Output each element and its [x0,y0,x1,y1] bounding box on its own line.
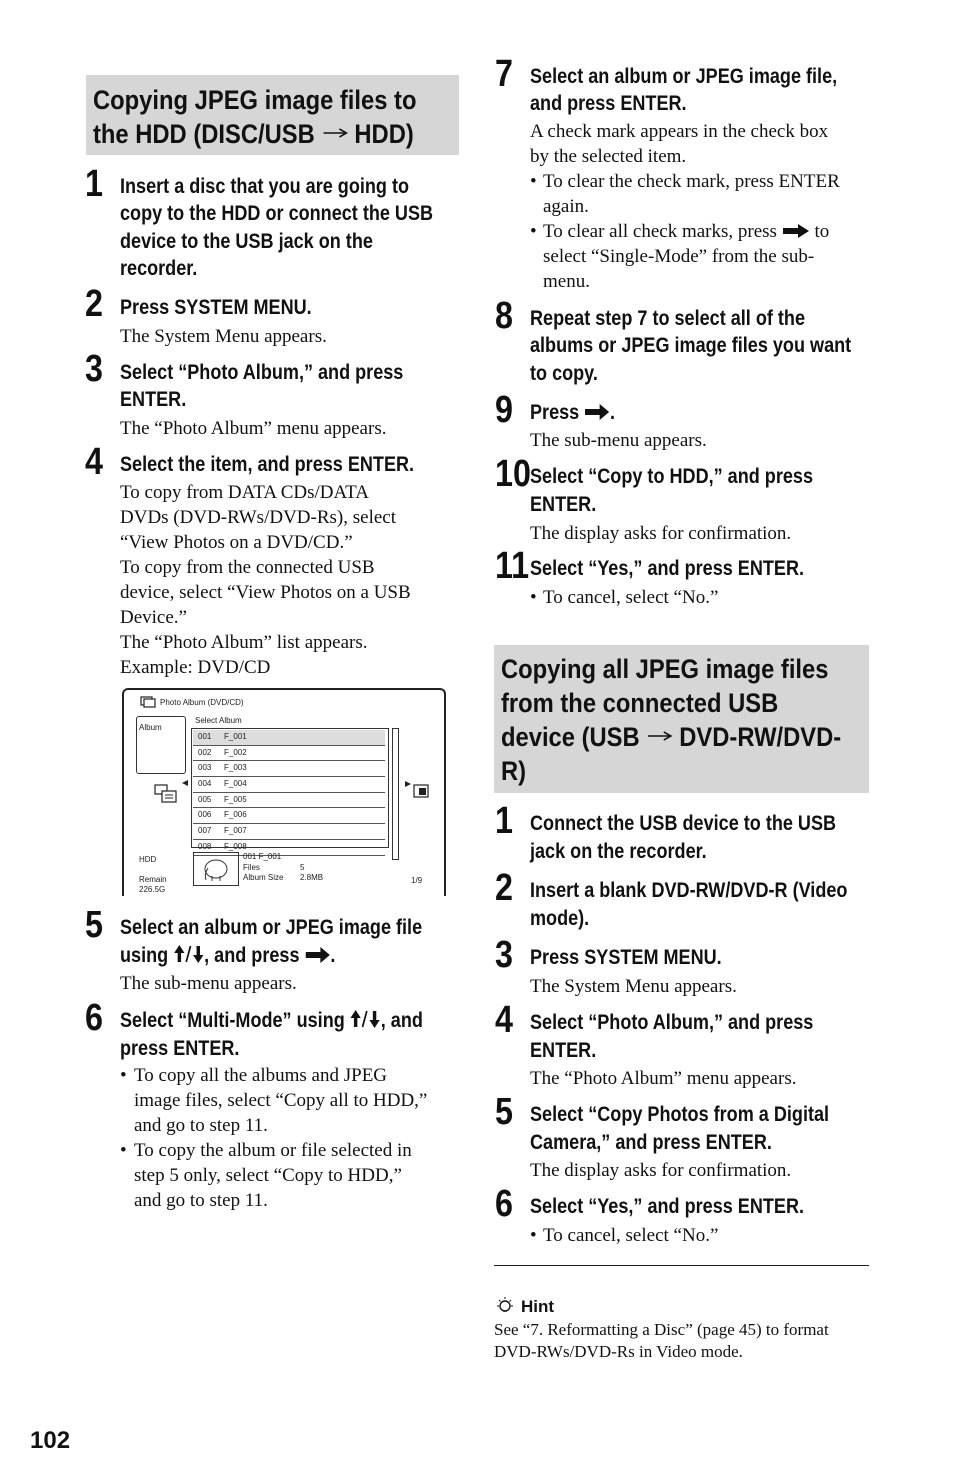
album-size-value: 2.8MB [300,873,324,882]
section-title-line4: R) [501,756,527,786]
step-heading: and press ENTER. [530,92,687,115]
step-heading: jack on the recorder. [530,840,707,863]
files-value: 5 [300,863,305,872]
step-body: DVDs (DVD-RWs/DVD-Rs), select [120,507,396,528]
step-body: The display asks for confirmation. [530,523,792,544]
section-title-line1: Copying all JPEG image files [501,654,829,684]
step-number: 10 [495,453,531,495]
step-number: 6 [495,1183,513,1225]
album-rows [193,730,385,856]
album-row[interactable] [193,761,385,777]
bullet-dot: • [530,221,537,242]
section-title-line3: device (USB DVD-RW/DVD- [501,722,842,752]
right-arrow-icon [782,223,810,239]
step-body: Device.” [120,607,187,628]
step-body: Example: DVD/CD [120,657,271,678]
photo-album-screen-figure [122,688,446,896]
hint-label: Hint [521,1297,555,1316]
step-number: 4 [85,441,103,483]
screen-title: Photo Album (DVD/CD) [160,698,244,707]
step-body: The “Photo Album” menu appears. [120,418,387,439]
hint-text: DVD-RWs/DVD-Rs in Video mode. [494,1342,743,1361]
step-body: by the selected item. [530,146,687,167]
step-heading: Select “Yes,” and press ENTER. [530,557,805,580]
right-arrow-icon [584,403,610,421]
step-heading: Select an album or JPEG image file [120,916,423,939]
step-number: 5 [85,904,103,946]
album-row[interactable] [193,746,385,762]
step-heading: device to the USB jack on the [120,230,373,253]
step-heading: Press . [530,401,616,424]
album-row-number: 002 [198,747,212,757]
album-row[interactable] [193,808,385,824]
step-number: 9 [495,389,513,431]
step-body: To copy the album or file selected in [134,1140,412,1161]
step-body: menu. [543,271,590,292]
step-heading: Select an album or JPEG image file, [530,65,838,88]
section-heading-copy-to-hdd [86,75,459,155]
album-row-number: 001 [198,732,212,741]
album-row-name: F_006 [224,810,247,820]
list-mode-icon [413,784,429,798]
step-heading: Select “Yes,” and press ENTER. [530,1195,805,1218]
album-row-number: 003 [198,763,212,773]
step-heading: recorder. [120,257,198,280]
step-body: and go to step 11. [134,1115,268,1136]
info-name: 001 F_001 [243,852,282,861]
album-row-name: F_002 [224,747,247,757]
step-body: and go to step 11. [134,1190,268,1211]
step-heading: to copy. [530,362,598,385]
album-row-name: F_005 [224,794,247,804]
step-heading: Repeat step 7 to select all of the [530,307,805,330]
hint-text: See “7. Reformatting a Disc” (page 45) to format [494,1320,829,1339]
step-heading: mode). [530,907,590,930]
step-number: 1 [495,800,513,842]
album-label: Album [139,723,162,732]
step-number: 1 [85,163,103,205]
bullet-dot: • [530,1225,537,1246]
step-number: 3 [495,934,513,976]
album-row-number: 008 [198,841,212,851]
step-body: To copy from the connected USB [120,557,375,578]
step-body: The sub-menu appears. [120,973,297,994]
section-heading-usb-to-dvd [494,645,869,793]
section-title-line2: the HDD (DISC/USB HDD) [93,119,414,149]
album-row[interactable] [193,793,385,809]
step-heading: Select the item, and press ENTER. [120,453,415,476]
step-heading: Select “Multi-Mode” using , and [120,1009,423,1032]
step-heading: Press SYSTEM MENU. [530,946,722,969]
step-heading: Connect the USB device to the USB [530,812,837,835]
bullet-dot: • [120,1140,127,1161]
step-body: “View Photos on a DVD/CD.” [120,532,353,553]
album-row[interactable] [193,777,385,793]
step-body: device, select “View Photos on a USB [120,582,411,603]
step-body: step 5 only, select “Copy to HDD,” [134,1165,402,1186]
remain-value: 226.5G [139,885,166,894]
step-body: To cancel, select “No.” [543,587,719,608]
left-arrow-icon [180,778,190,788]
step-heading: press ENTER. [120,1037,240,1060]
step-heading: using , and press . [120,944,336,967]
step-heading: ENTER. [530,493,597,516]
step-number: 11 [495,545,530,587]
elephant-icon [198,856,234,882]
right-arrow-icon [403,779,413,789]
bullet-dot: • [120,1065,127,1086]
step-heading: ENTER. [120,388,187,411]
step-body: To copy all the albums and JPEG [134,1065,388,1086]
right-arrow-icon [305,946,331,964]
album-row-name: F_003 [224,763,247,773]
step-heading: Press SYSTEM MENU. [120,296,312,319]
step-number: 5 [495,1091,513,1133]
section-title-line1: Copying JPEG image files to [93,85,417,115]
step-heading: Insert a blank DVD-RW/DVD-R (Video [530,879,848,902]
step-body: A check mark appears in the check box [530,121,829,142]
step-heading: Select “Copy to HDD,” and press [530,465,814,488]
step-body: The “Photo Album” menu appears. [530,1068,797,1089]
step-body: image files, select “Copy all to HDD,” [134,1090,428,1111]
section-title-line2: from the connected USB [501,688,779,718]
step-body: The display asks for confirmation. [530,1160,792,1181]
up-down-arrow-icon [173,944,204,964]
step-number: 2 [85,283,103,325]
step-heading: Insert a disc that you are going to [120,175,410,198]
step-number: 3 [85,348,103,390]
step-heading: ENTER. [530,1039,597,1062]
step-body: again. [543,196,589,217]
step-body: To clear all check marks, press to [543,221,830,242]
step-body: To clear the check mark, press ENTER [543,171,840,192]
step-heading: Select “Photo Album,” and press [120,361,404,384]
step-body: The System Menu appears. [530,976,737,997]
thumbnail-mode-icon [154,784,180,804]
step-heading: Select “Photo Album,” and press [530,1011,814,1034]
album-row-name: F_004 [224,779,247,789]
bullet-dot: • [530,587,537,608]
step-body: To cancel, select “No.” [543,1225,719,1246]
hdd-label: HDD [139,855,157,864]
step-number: 6 [85,997,103,1039]
page-number: 102 [30,1427,71,1454]
album-row-name: F_007 [224,826,247,836]
up-down-arrow-icon [350,1009,381,1029]
step-heading: Select “Copy Photos from a Digital [530,1103,830,1126]
remain-label: Remain [139,875,167,884]
step-body: To copy from DATA CDs/DATA [120,482,369,503]
step-heading: copy to the HDD or connect the USB [120,202,434,225]
bullet-dot: • [530,171,537,192]
divider [494,1265,869,1266]
album-row-number: 006 [198,810,212,820]
album-row[interactable] [193,824,385,840]
long-arrow-icon [321,126,347,140]
select-album-label: Select Album [195,716,242,725]
album-row-number: 007 [198,826,212,836]
step-body: select “Single-Mode” from the sub- [543,246,815,267]
album-row[interactable] [193,730,385,746]
step-number: 2 [495,867,513,909]
album-row-name: F_008 [224,841,247,851]
long-arrow-icon [646,729,672,743]
step-number: 7 [495,53,513,95]
step-number: 8 [495,295,513,337]
photo-album-icon [140,696,156,708]
step-heading: Camera,” and press ENTER. [530,1131,772,1154]
bulb-icon [495,1296,515,1316]
album-row-number: 004 [198,779,212,789]
album-row-number: 005 [198,794,212,804]
step-body: The “Photo Album” list appears. [120,632,368,653]
page-indicator: 1/9 [411,876,423,885]
step-heading: albums or JPEG image files you want [530,334,852,357]
step-number: 4 [495,999,513,1041]
files-label: Files [243,863,260,872]
step-body: The sub-menu appears. [530,430,707,451]
scrollbar[interactable] [392,728,399,860]
album-thumbnail [193,852,239,886]
step-body: The System Menu appears. [120,326,327,347]
album-row-name: F_001 [224,732,247,741]
album-size-label: Album Size [243,873,284,882]
